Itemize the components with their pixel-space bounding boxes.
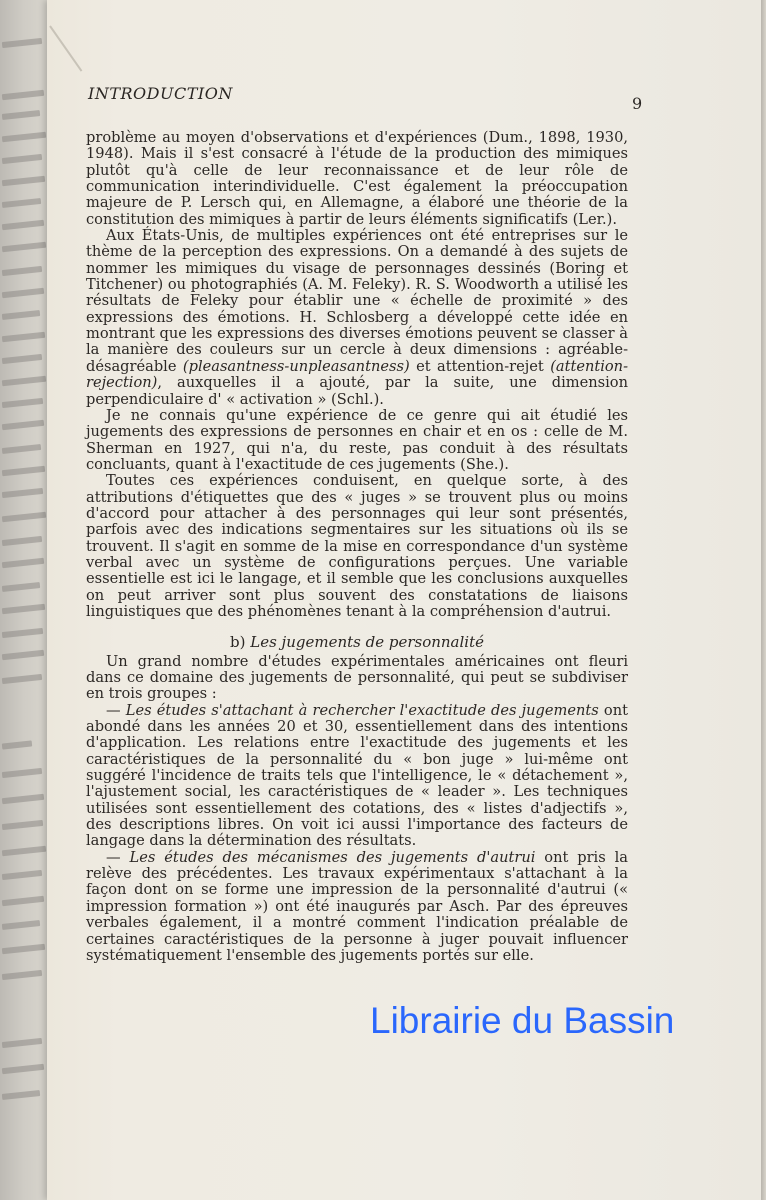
paragraph: Je ne connais qu'une expérience de ce genre qui ait étudié les jugements des expressions de personnes en chair et en os : celle de M. Sherman en 1927, qui n'a, du reste, pas conduit à des résultats concluants, quant à l'exactitude de ces jugements (She.). — [86, 406, 628, 473]
paragraph: — Les études des mécanismes des jugements d'autrui ont pris la relève des précédentes. Les travaux expérimentaux s'attachant à la façon dont on se forme une impression de la personnalité d'autrui (« impression formation ») ont été inaugurés par Asch. Par des épreuves verbales également, il a montré comment l'indication préalable de certaines caractéristiques de la personne à juger pouvait influencer systématiquement l'ensemble des jugements portés sur elle. — [86, 848, 628, 964]
paragraph: problème au moyen d'observations et d'expériences (Dum., 1898, 1930, 1948). Mais il s'est consacré à l'étude de la production des mimiques plutôt qu'à celle de leur reconnaissance et de leur rôle de communication interindividuelle. C'est également la préoccupation majeure de P. Lersch qui, en Allemagne, a élaboré une théorie de la constitution des mimiques à partir de leurs éléments significatifs (Ler.). — [86, 129, 628, 228]
running-header: INTRODUCTION — [88, 84, 233, 103]
paragraph: Toutes ces expériences conduisent, en quelque sorte, à des attributions d'étiquettes que des « juges » se trouvent plus ou moins d'accord pour attacher à des personnages qui leur sont présentés, parfois avec des indications segmentaires sur les situations où ils se trouvent. Il s'agit en somme de la mise en correspondance d'un système verbal avec un système de configurations perçues. Une variable essentielle est ici le langage, et il semble que les conclusions auxquelles on peut arriver sont plus souvent des constatations de liaisons linguistiques que des phénomènes tenant à la compréhension d'autrui. — [86, 472, 628, 620]
page-number: 9 — [632, 94, 643, 113]
watermark: Librairie du Bassin — [370, 1000, 675, 1041]
body-text — [86, 130, 628, 964]
paragraph: Aux États-Unis, de multiples expériences ont été entreprises sur le thème de la perception des expressions. On a demandé à des sujets de nommer les mimiques du visage de personnages dessinés (Boring et Titchener) ou photographiés (A. M. Feleky). R. S. Woodworth a utilisé les résultats de Feleky pour établir une « échelle de proximité » des expressions des émotions. H. Schlosberg a développé cette idée en montrant que les expressions des diverses émotions peuvent se classer à la manière des couleurs sur un cercle à deux dimensions : agréable-désagréable (pleasantness-unpleasantness) et attention-rejet (attention-rejection), auxquelles il a ajouté, par la suite, une dimension perpendiculaire d' « activation » (Schl.). — [86, 227, 629, 408]
paragraph: — Les études s'attachant à rechercher l'exactitude des jugements ont abondé dans les années 20 et 30, essentiellement dans des intentions d'application. Les relations entre l'exactitude des jugements et les caractéristiques de la personnalité du « bon juge » lui-même ont suggéré l'incidence de traits tels que l'intelligence, le « détachement », l'ajustement social, les caractéristiques de « leader ». Les techniques utilisées sont essentiellement des cotations, des « listes d'adjectifs », des descriptions libres. On voit ici aussi l'importance des facteurs de langage dans la détermination des résultats. — [86, 701, 628, 850]
page-edge — [761, 0, 766, 1200]
facing-page-edge — [0, 0, 48, 1200]
paragraph: Un grand nombre d'études expérimentales américaines ont fleuri dans ce domaine des jugements de personnalité, qui peut se subdiviser en trois groupes : — [86, 652, 628, 703]
section-heading: b) Les jugements de personnalité — [230, 633, 484, 652]
